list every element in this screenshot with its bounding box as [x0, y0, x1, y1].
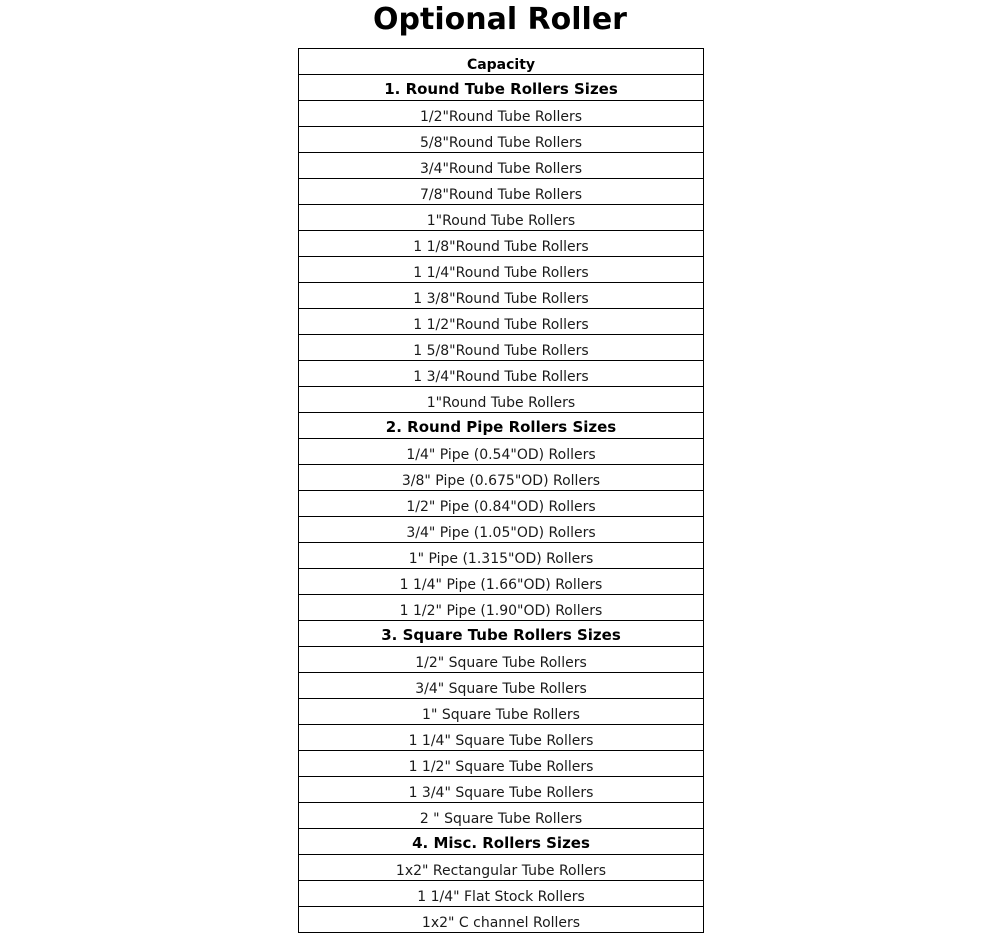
page-title: Optional Roller — [373, 2, 627, 37]
table-row: 1 3/4"Round Tube Rollers — [299, 361, 703, 387]
section-row: 4. Misc. Rollers Sizes — [299, 829, 703, 855]
section-row: 1. Round Tube Rollers Sizes — [299, 75, 703, 101]
table-row: 1x2" C channel Rollers — [299, 907, 703, 933]
table-row: 1 1/2"Round Tube Rollers — [299, 309, 703, 335]
table-row: 7/8"Round Tube Rollers — [299, 179, 703, 205]
table-row: 1"Round Tube Rollers — [299, 205, 703, 231]
table-row: 1/2" Pipe (0.84"OD) Rollers — [299, 491, 703, 517]
table-row: 3/8" Pipe (0.675"OD) Rollers — [299, 465, 703, 491]
table-row: 5/8"Round Tube Rollers — [299, 127, 703, 153]
table-row: 1 1/2" Pipe (1.90"OD) Rollers — [299, 595, 703, 621]
table-row: 1" Square Tube Rollers — [299, 699, 703, 725]
table-row: 1/4" Pipe (0.54"OD) Rollers — [299, 439, 703, 465]
section-row: 2. Round Pipe Rollers Sizes — [299, 413, 703, 439]
table-row: 3/4"Round Tube Rollers — [299, 153, 703, 179]
table-row: 1x2" Rectangular Tube Rollers — [299, 855, 703, 881]
table-row: 1 1/4"Round Tube Rollers — [299, 257, 703, 283]
table-row: 1/2" Square Tube Rollers — [299, 647, 703, 673]
section-row: 3. Square Tube Rollers Sizes — [299, 621, 703, 647]
table-row: 1 3/4" Square Tube Rollers — [299, 777, 703, 803]
table-row: 1/2"Round Tube Rollers — [299, 101, 703, 127]
table-row: 1" Pipe (1.315"OD) Rollers — [299, 543, 703, 569]
table-header: Capacity — [299, 49, 703, 75]
table-row: 1 5/8"Round Tube Rollers — [299, 335, 703, 361]
table-row: 1 1/4" Flat Stock Rollers — [299, 881, 703, 907]
table-row: 1 1/4" Pipe (1.66"OD) Rollers — [299, 569, 703, 595]
table-row: 1 1/2" Square Tube Rollers — [299, 751, 703, 777]
table-row: 1 3/8"Round Tube Rollers — [299, 283, 703, 309]
roller-table — [298, 48, 704, 933]
table-row: 1 1/8"Round Tube Rollers — [299, 231, 703, 257]
table-row: 3/4" Square Tube Rollers — [299, 673, 703, 699]
table-row: 2 " Square Tube Rollers — [299, 803, 703, 829]
table-row: 1 1/4" Square Tube Rollers — [299, 725, 703, 751]
table-row: 3/4" Pipe (1.05"OD) Rollers — [299, 517, 703, 543]
table-row: 1"Round Tube Rollers — [299, 387, 703, 413]
